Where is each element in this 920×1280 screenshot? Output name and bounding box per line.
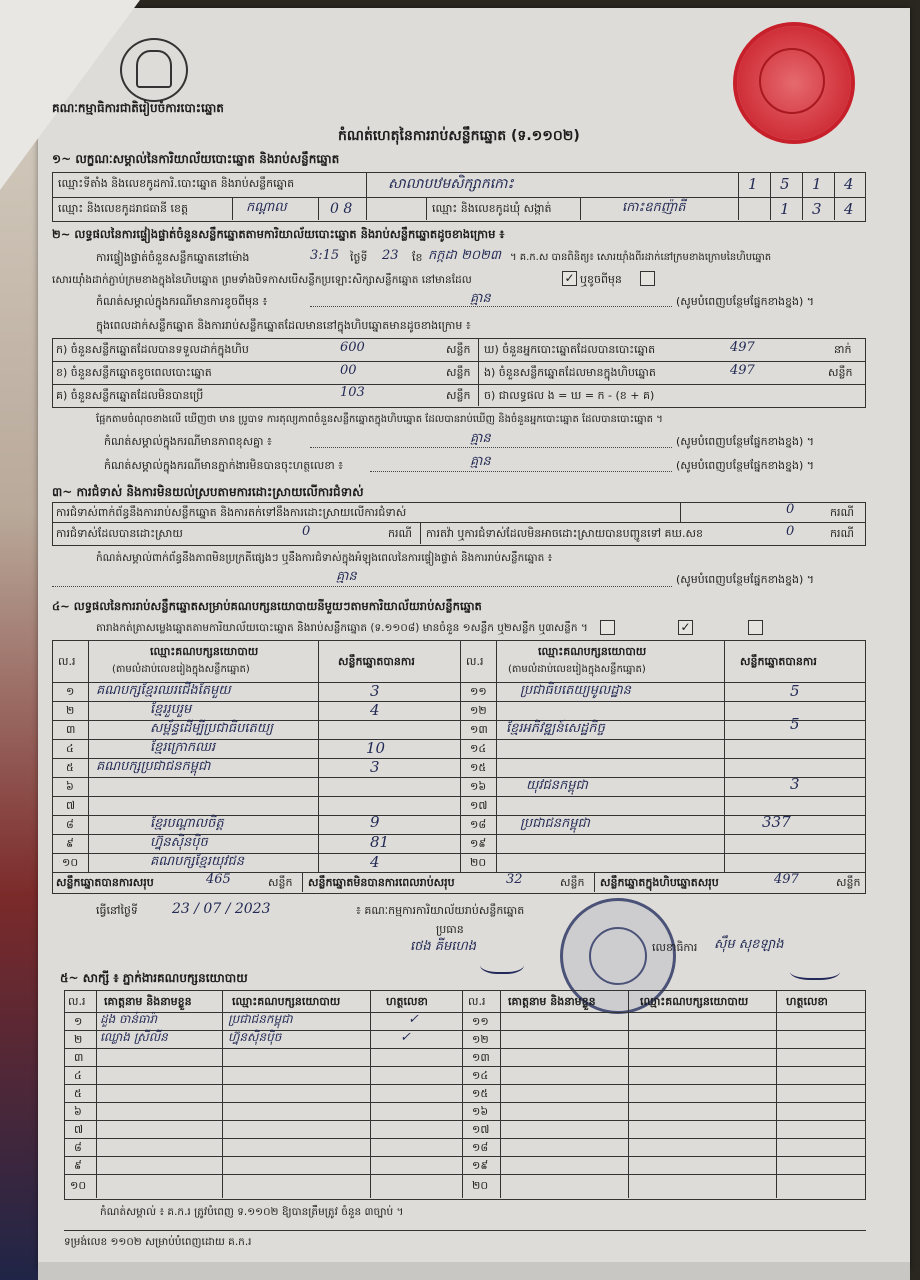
list-item: ១ [74,1015,83,1028]
party-votes: 81 [370,833,390,851]
party-votes: 3 [370,758,380,776]
intact-checkbox: ✓ [562,271,577,286]
objection-row1-label: ការជំទាស់ពាក់ព័ន្ធនឹងការរាប់សន្លឹកឆ្នោត និងការតក់ទៅនឹងការដោះស្រាយលើការជំទាស់ [56,506,407,519]
form-title: កំណត់ហេតុនៃការរាប់សន្លឹកឆ្នោត (ទ.១១០២) [338,128,580,144]
one-sheet-checkbox [600,620,615,635]
list-item: ១៣ [472,1051,490,1064]
witness-col-sign-left: ហត្ថលេខា [386,995,428,1008]
list-item: ៣ [74,1051,84,1064]
table-row: ១៨ [470,818,487,831]
witness-party: ប្រជាជនកម្ពុជា [228,1012,293,1026]
total-box-label: សន្លឹកឆ្នោតក្នុងហិបឆ្នោតសរុប [600,876,719,889]
commune-label: ឈ្មោះ និងលេខកូដឃុំ សង្កាត់ [432,202,552,215]
discrepancy-note-label: កំណត់សម្គាល់ក្នុងករណីមានភាពខុសគ្នា ៖ [104,435,272,448]
secretary-signature-icon [790,960,840,980]
party-name: ហ្វ៊ុនស៊ិនប៉ិច [150,835,208,850]
three-sheet-checkbox [748,620,763,635]
list-item: ២ [74,1033,83,1046]
party-votes: 3 [790,775,800,793]
table-row: ១៧ [470,799,488,812]
results-col-party-left: ឈ្មោះគណបក្សនយោបាយ [150,645,259,658]
witness-signature-icon: ✓ [408,1012,419,1027]
list-item: ១៩ [472,1159,489,1172]
ballots-unused-unit: សន្លឹក [446,389,471,402]
table-row: ៨ [66,818,74,831]
list-item: ១១ [472,1015,489,1028]
ballots-unused-value: 103 [340,385,365,400]
witness-table [64,990,866,1200]
party-name: ខ្មែរក្រោកឈរ [150,740,216,755]
verify-month: កក្កដា ២០២៣ [428,248,502,263]
ballot-formula: ច) ជាលទ្ធផល ង = ឃ = ក - (ខ + គ) [484,389,655,402]
party-votes: 337 [762,813,791,831]
table-row: ២ [66,704,75,717]
results-col-votes-right: សន្លឹកឆ្នោតបានការ [740,655,817,668]
location-code-2: 5 [780,175,790,193]
party-name: ខ្មែររួបរួម [150,702,192,717]
total-valid-label: សន្លឹកឆ្នោតបានការសរុប [56,876,154,889]
ballots-spoiled-value: 00 [340,363,357,378]
total-valid-unit: សន្លឹក [268,876,293,889]
table-row: ៣ [66,723,76,736]
party-name: ខ្មែរបណ្ដាលចិត្ត [150,816,224,831]
list-item: ២០ [472,1179,489,1192]
results-col-party-sub-left: (តាមលំដាប់លេខរៀងក្នុងសន្លឹកឆ្នោត) [112,664,250,675]
party-votes: 10 [366,739,386,757]
verify-time: 3:15 [310,248,340,263]
location-code-1: 1 [748,175,758,193]
damaged-label: ឬខូចពីមុន [580,273,622,286]
witness-col-party-right: ឈ្មោះគណបក្សនយោបាយ [640,995,749,1008]
witness-col-sign-right: ហត្ថលេខា [786,995,828,1008]
list-item: ៨ [74,1141,82,1154]
list-item: ៦ [74,1105,82,1118]
section2-title: ២~ លទ្ធផលនៃការផ្ទៀងផ្ទាត់ចំនួនសន្លឹកឆ្នោតតាមការិយាល័យបោះឆ្នោត និងរាប់សន្លឹកឆ្នោតដូចខាងក្រោម ៖ [52,227,505,241]
total-invalid-unit: សន្លឹក [560,876,585,889]
table-row: ១៤ [470,742,487,755]
results-col-no-right: ល.រ [466,655,484,668]
location-label: ឈ្មោះទីតាំង និងលេខកូដការិ.បោះឆ្នោត និងរាប់សន្លឹកឆ្នោត [58,177,295,190]
section5-title: ៥~ សាក្សី ៖ ភ្នាក់ងារគណបក្សនយោបាយ [60,971,248,985]
objection-forwarded-value: 0 [786,524,795,539]
red-official-seal-icon [733,22,855,144]
table-row: ១ [66,685,75,698]
witness-signature-icon: ✓ [400,1030,411,1045]
witness-name: ដួង ចាន់ធារ៉ា [100,1012,158,1026]
table-row: ១៥ [470,761,487,774]
table-row: ៤ [66,742,74,755]
witness-col-no-left: ល.រ [68,995,86,1008]
location-code-3: 1 [812,175,822,193]
two-sheet-checkbox: ✓ [678,620,693,635]
party-votes: 9 [370,813,380,831]
ballots-received-value: 600 [340,340,365,355]
verify-time-label: ការផ្ទៀងផ្ទាត់ចំនួនសន្លឹកឆ្នោតនៅម៉ោង [96,251,250,264]
verify-line2: សោរយ៉ាំងដាក់ភ្ជាប់ក្រមខាងក្នុងនៃហិបឆ្នោត ព្រមទាំងបិទកាសបើសន្លឹកប្រឡោះសិក្សាសន្លឹកឆ្នោត នៅមានដែល [52,274,472,286]
date-label: ធ្វើនៅថ្ងៃទី [96,904,138,917]
objection-resolved-unit: ករណី [388,527,412,540]
compare-line: ផ្អែកតាមចំណុចខាងលើ ឃើញថា មាន ប្រូបាទ ការតុល្យភាពចំនួនសន្លឹកឆ្នោតក្នុងហិបឆ្នោត ដែលបានរាប់ឃើញ និងចំនួនអ្នកបោះឆ្នោត ដែលបានបោះឆ្នោត ។ [96,414,663,425]
witness-col-name-left: គោត្តនាម និងនាមខ្លួន [104,995,192,1008]
list-item: ១០ [70,1179,87,1192]
irregularity-fill-note: (សូមបំពេញបន្ថែមផ្នែកខាងខ្នង) ។ [676,573,815,586]
table-row: ១៦ [470,780,487,793]
damage-fill-note: (សូមបំពេញបន្ថែមផ្នែកខាងខ្នង) ។ [676,295,815,308]
verify-line1-end: ។ គ.ក.ស បានពិនិត្យ៖ សោរយ៉ាំងពីរដាក់នៅក្រមខាងក្រោមនៃហិបឆ្នោត [510,252,772,263]
ballot-intro: ក្នុងពេលដាក់សន្លឹកឆ្នោត និងការរាប់សន្លឹកឆ្នោតដែលមាននៅក្នុងហិបឆ្នោតមានដូចខាងក្រោម ៖ [96,319,471,332]
objection-forwarded-label: ការតវ៉ា ឬការជំទាស់ដែលមិនអាចដោះស្រាយបានបញ្ជូនទៅ គឃ.សខ [426,527,703,540]
ballots-in-box-label: ង) ចំនួនសន្លឹកឆ្នោតដែលមានក្នុងហិបឆ្នោត [484,366,656,379]
page-bottom-edge [38,1262,910,1280]
verify-day-label: ថ្ងៃទី [350,251,368,264]
irregularity-note-label: កំណត់សម្គាល់ពាក់ព័ន្ធនឹងភាពមិនប្រក្រតីផ្សេងៗ ឬនឹងការជំទាស់ក្នុងអំឡុងពេលនៃការផ្ទៀងផ្ទាត់ និងការរាប់សន្លឹកឆ្នោត ៖ [96,552,553,564]
secretary-label: លេខាធិការ [652,941,698,954]
location-code-4: 4 [844,175,854,193]
unsigned-note-value: គ្មាន [470,454,491,469]
total-valid-value: 465 [206,872,231,887]
list-item: ១៧ [472,1123,490,1136]
objection-resolved-label: ការជំទាស់ដែលបានដោះស្រាយ [56,527,183,540]
ballots-in-box-value: 497 [730,363,755,378]
party-votes: 4 [370,701,380,719]
list-item: ១៤ [472,1069,489,1082]
table-row: ១១ [470,685,487,698]
section1-title: ១~ លក្ខណៈសម្គាល់នៃការិយាល័យបោះឆ្នោត និងរាប់សន្លឹកឆ្នោត [52,152,340,166]
province-code: 0 8 [330,201,353,217]
damage-note-value: គ្មាន [470,291,491,306]
section3-title: ៣~ ការជំទាស់ និងការមិនយល់ស្របតាមការដោះស្រាយលើការជំទាស់ [52,485,364,499]
table-row: ៦ [66,780,74,793]
list-item: ៧ [74,1123,84,1136]
province-value: កណ្ដាល [246,200,287,215]
witness-col-name-right: គោត្តនាម និងនាមខ្លួន [508,995,596,1008]
party-name: ខ្មែរអភិវឌ្ឍន៍សេដ្ឋកិច្ច [506,721,605,736]
witness-col-no-right: ល.រ [468,995,486,1008]
results-col-votes-left: សន្លឹកឆ្នោតបានការ [338,655,415,668]
ballots-in-box-unit: សន្លឹក [828,366,853,379]
discrepancy-fill-note: (សូមបំពេញបន្ថែមផ្នែកខាងខ្នង) ។ [676,435,815,448]
list-item: ៩ [74,1159,82,1172]
results-col-party-right: ឈ្មោះគណបក្សនយោបាយ [538,645,647,658]
voters-value: 497 [730,340,755,355]
location-value: សាលាបឋមសិក្សាកកោះ [388,176,514,192]
ballots-spoiled-unit: សន្លឹក [446,366,471,379]
party-name: ប្រជាជនកម្ពុជា [520,816,590,831]
party-name: យុវជនកម្ពុជា [526,778,588,793]
damaged-checkbox [640,271,655,286]
party-votes: 4 [370,853,380,871]
table-row: ១៣ [470,723,488,736]
table-row: ២០ [470,856,487,869]
party-name: គណបក្សខ្មែរឈរជើងតែមួយ [96,683,231,698]
discrepancy-note-value: គ្មាន [470,431,491,446]
witness-party: ហ្វ៊ុនស៊ិនប៉ិច [228,1030,282,1044]
footnote: កំណត់សម្គាល់ ៖ គ.ក.រ ត្រូវបំពេញ ទ.១១០២ ឱ្យបានត្រឹមត្រូវ ចំនួន ៣ច្បាប់ ។ [100,1206,404,1218]
total-box-value: 497 [774,872,799,887]
total-invalid-label: សន្លឹកឆ្នោតមិនបានការពេលរាប់សរុប [308,876,455,889]
commune-value: កោះឧកញ៉ាតី [622,200,686,215]
table-row: ៧ [66,799,76,812]
unsigned-fill-note: (សូមបំពេញបន្ថែមផ្នែកខាងខ្នង) ។ [676,459,815,472]
chair-title: ប្រធាន [436,923,464,936]
list-item: ១៨ [472,1141,489,1154]
table-row: ១៩ [470,837,487,850]
witness-name: ឈ្លោង ស្រីលីន [100,1030,168,1044]
commune-code-3: 4 [844,200,854,218]
secretary-name: ស៊ឹម សុខឡាង [714,937,784,952]
objection-row1-value: 0 [786,502,795,517]
committee-sign-label: ៖ គណៈកម្មការការិយាល័យរាប់សន្លឹកឆ្នោត [356,904,525,917]
party-name: សម្ព័ន្ធដើម្បីប្រជាធិបតេយ្យ [150,721,274,736]
ballots-unused-label: គ) ចំនួនសន្លឹកឆ្នោតដែលមិនបានប្រើ [56,389,204,402]
table-row: ១២ [470,704,487,717]
table-row: ៥ [66,761,74,774]
ballots-received-label: ក) ចំនួនសន្លឹកឆ្នោតដែលបានទទួលដាក់ក្នុងហិប [56,343,249,356]
verify-month-label: ខែ [412,251,423,264]
tally-sheet-intro: តារាងកត់ត្រាសម្លេងឆ្នោតតាមការិយាល័យបោះឆ្នោត និងរាប់សន្លឹកឆ្នោត (ទ.១១០៨) មានចំនួន ១សន្លឹក ឬ២សន្លឹក ឬ៣សន្លឹក ។ [96,622,588,634]
national-emblem-icon [120,38,188,102]
results-col-no-left: ល.រ [58,655,76,668]
objection-row1-unit: ករណី [830,506,854,519]
table-row: ៩ [66,837,74,850]
date-value: 23 / 07 / 2023 [172,901,271,917]
witness-col-party-left: ឈ្មោះគណបក្សនយោបាយ [232,995,341,1008]
objection-resolved-value: 0 [302,524,311,539]
list-item: ៥ [74,1087,82,1100]
unsigned-note-label: កំណត់សម្គាល់ក្នុងករណីមានភ្នាក់ងារមិនបានចុះហត្ថលេខា ៖ [104,459,344,472]
irregularity-note-value: គ្មាន [336,569,357,584]
party-votes: 5 [790,715,800,733]
commune-code-2: 3 [812,200,822,218]
section4-title: ៤~ លទ្ធផលនៃការរាប់សន្លឹកឆ្នោតសម្រាប់គណបក្សនយោបាយនីមួយៗតាមការិយាល័យរាប់សន្លឹកឆ្នោត [52,599,482,613]
party-votes: 5 [790,682,800,700]
table-row: ១០ [62,856,79,869]
list-item: ៤ [74,1069,82,1082]
total-invalid-value: 32 [506,872,523,887]
voters-unit: នាក់ [834,343,852,356]
party-name: គណបក្សខ្មែរយុវជន [150,854,245,869]
chair-name: ថេង គីមហេង [410,939,477,954]
list-item: ១៦ [472,1105,489,1118]
list-item: ១២ [472,1033,489,1046]
damage-note-label: កំណត់សម្គាល់ក្នុងករណីមានការខូចពីមុន ៖ [96,295,268,308]
results-col-party-sub-right: (តាមលំដាប់លេខរៀងក្នុងសន្លឹកឆ្នោត) [508,664,646,675]
commune-code-1: 1 [780,200,790,218]
ballots-spoiled-label: ខ) ចំនួនសន្លឹកឆ្នោតខូចពេលបោះឆ្នោត [56,366,212,379]
committee-name: គណៈកម្មាធិការជាតិរៀបចំការបោះឆ្នោត [52,101,224,115]
objection-forwarded-unit: ករណី [830,527,854,540]
party-name: ប្រជាធិបតេយ្យមូលដ្ឋាន [520,683,631,698]
list-item: ១៥ [472,1087,489,1100]
province-label: ឈ្មោះ និងលេខកូដរាជធានី ខេត្ត [58,202,188,215]
party-votes: 3 [370,682,380,700]
chair-signature-icon [480,952,524,974]
verify-day: 23 [382,248,399,263]
voters-label: ឃ) ចំនួនអ្នកបោះឆ្នោតដែលបានបោះឆ្នោត [484,343,656,356]
party-name: គណបក្សប្រជាជនកម្ពុជា [96,759,211,774]
form-footer: ទម្រង់លេខ ១១០២ សម្រាប់បំពេញដោយ គ.ក.រ [64,1236,252,1248]
total-box-unit: សន្លឹក [836,876,861,889]
ballots-received-unit: សន្លឹក [446,343,471,356]
